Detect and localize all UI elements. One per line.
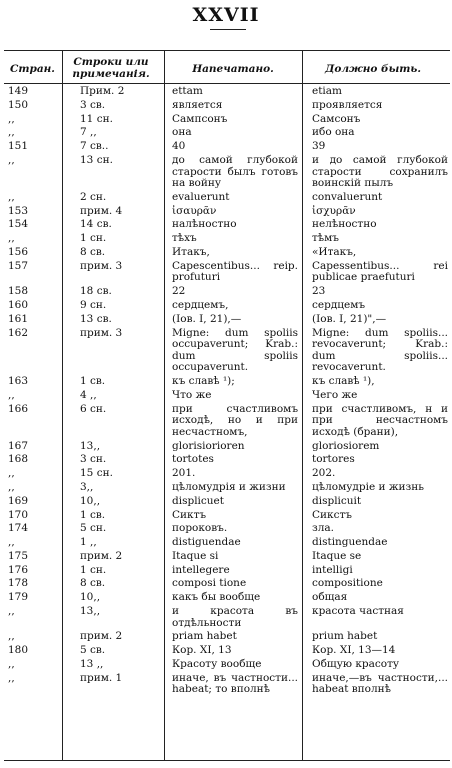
row-printed: distiguendae xyxy=(172,536,241,549)
row-should-be: къ славѣ ¹), xyxy=(312,375,375,388)
table-row xyxy=(0,141,452,155)
table-row xyxy=(0,206,452,220)
row-page: 154 xyxy=(8,218,29,231)
row-line: 5 св. xyxy=(80,644,106,657)
row-line: 13 сн. xyxy=(80,153,113,166)
row-page: 180 xyxy=(8,644,29,657)
table-row xyxy=(0,100,452,114)
row-should-be: 202. xyxy=(312,467,336,480)
row-printed: evaluerunt xyxy=(172,190,230,203)
table-row xyxy=(0,659,452,673)
row-should-be: Чего же xyxy=(312,388,358,401)
row-printed: пороковъ. xyxy=(172,522,228,535)
table-row xyxy=(0,482,452,496)
row-line: 13 св. xyxy=(80,312,112,325)
row-should-be: etiam xyxy=(312,85,343,97)
table-row xyxy=(0,192,452,206)
row-page: 162 xyxy=(8,326,29,339)
row-line: 14 св. xyxy=(80,218,112,231)
row-page: 174 xyxy=(8,522,29,535)
row-page: 161 xyxy=(8,312,29,325)
row-line: 15 сн. xyxy=(80,467,113,480)
row-printed: tortotes xyxy=(172,453,214,466)
row-line: 4 ,, xyxy=(80,388,97,401)
row-should-be: gloriosiorem xyxy=(312,439,380,452)
row-should-be: intelligi xyxy=(312,563,353,576)
row-line: 7 св.. xyxy=(80,140,109,153)
row-page: 166 xyxy=(8,402,29,415)
table-row xyxy=(0,376,452,390)
row-line: 6 сн. xyxy=(80,402,107,415)
row-line: прим. 2 xyxy=(80,630,123,643)
row-should-be: цѣломудріе и жизнь xyxy=(312,480,424,493)
row-printed: Migne: dum spoliis occupaverunt; Krab.: dum spoliis occupaverunt. xyxy=(172,326,298,374)
row-should-be: Сикстъ xyxy=(312,508,352,521)
row-page: 169 xyxy=(8,494,29,507)
row-line: 9 сн. xyxy=(80,298,107,311)
row-printed: ettam xyxy=(172,85,203,97)
title-rule xyxy=(210,29,246,30)
row-line: 3 сн. xyxy=(80,453,107,466)
table-row xyxy=(0,592,452,606)
header-should-be: Должно быть. xyxy=(324,63,421,75)
row-page: 167 xyxy=(8,439,29,452)
row-printed: Красоту вообще xyxy=(172,657,262,670)
row-page: ,, xyxy=(8,630,15,643)
table-row xyxy=(0,328,452,377)
table-row xyxy=(0,404,452,441)
row-line: прим. 2 xyxy=(80,549,123,562)
row-line: 1 св. xyxy=(80,375,106,388)
row-page: 178 xyxy=(8,577,29,590)
header-printed: Напечатано. xyxy=(192,63,274,75)
row-page: 158 xyxy=(8,285,29,298)
row-printed: налѣностно xyxy=(172,218,237,231)
table-row xyxy=(0,454,452,468)
row-page: ,, xyxy=(8,604,15,617)
row-page: 150 xyxy=(8,98,29,111)
row-page: ,, xyxy=(8,671,15,684)
row-should-be: ἰσχυρᾶν xyxy=(312,204,356,217)
table-row xyxy=(0,247,452,261)
row-printed: къ славѣ ¹); xyxy=(172,375,235,388)
table-row xyxy=(0,114,452,128)
row-line: Прим. 2 xyxy=(80,85,125,97)
header-page: Стран. xyxy=(10,63,55,75)
row-printed: сердцемъ, xyxy=(172,298,229,311)
table-row xyxy=(0,233,452,247)
table-row xyxy=(0,673,452,698)
row-should-be: «Итакъ, xyxy=(312,246,357,258)
row-line: прим. 4 xyxy=(80,204,123,217)
row-should-be: displicuit xyxy=(312,494,362,507)
row-should-be: 23 xyxy=(312,285,326,298)
table-row xyxy=(0,551,452,565)
row-page: ,, xyxy=(8,190,15,203)
table-row xyxy=(0,127,452,141)
row-should-be: compositione xyxy=(312,577,383,590)
errata-table xyxy=(0,86,452,698)
row-should-be: (Іов. I, 21)",— xyxy=(312,312,387,325)
table-row xyxy=(0,86,452,100)
row-should-be: tortores xyxy=(312,453,355,466)
row-should-be: distinguendae xyxy=(312,536,388,549)
row-page: ,, xyxy=(8,388,15,401)
table-row xyxy=(0,565,452,579)
table-row xyxy=(0,390,452,404)
row-line: 13,, xyxy=(80,439,101,452)
row-page: 153 xyxy=(8,204,29,217)
page-number: XXVII xyxy=(192,4,260,26)
row-page: 175 xyxy=(8,549,29,562)
table-row xyxy=(0,537,452,551)
row-line: прим. 3 xyxy=(80,259,123,272)
table-row xyxy=(0,631,452,645)
table-row xyxy=(0,496,452,510)
table-row xyxy=(0,606,452,631)
row-should-be: сердцемъ xyxy=(312,298,366,311)
row-line: 13,, xyxy=(80,604,101,617)
row-should-be: красота частная xyxy=(312,604,404,617)
row-should-be: Migne: dum spoliis... revocaverunt; Krab.: dum spoliis... revocaverunt. xyxy=(312,326,448,374)
row-printed: 40 xyxy=(172,140,186,153)
row-printed: 201. xyxy=(172,467,196,480)
row-line: 18 св. xyxy=(80,285,112,298)
header-line: Строки или примечанія. xyxy=(72,56,150,80)
row-page: 156 xyxy=(8,246,29,258)
row-line: 10,, xyxy=(80,494,101,507)
table-bottom-rule xyxy=(4,760,450,761)
row-line: 10,, xyxy=(80,591,101,604)
row-should-be: prium habet xyxy=(312,630,378,643)
row-line: 5 сн. xyxy=(80,522,107,535)
row-should-be: Самсонъ xyxy=(312,112,361,125)
row-page: ,, xyxy=(8,153,15,166)
row-line: 13 ,, xyxy=(80,657,104,670)
table-row xyxy=(0,261,452,286)
row-page: ,, xyxy=(8,480,15,493)
row-should-be: Общую красоту xyxy=(312,657,400,670)
row-should-be: общая xyxy=(312,591,348,604)
row-line: 3 св. xyxy=(80,98,106,111)
row-printed: какъ бы вообще xyxy=(172,591,261,604)
row-page: ,, xyxy=(8,112,15,125)
row-printed: является xyxy=(172,98,223,111)
row-page: ,, xyxy=(8,467,15,480)
table-top-rule xyxy=(4,50,450,51)
row-should-be: convaluerunt xyxy=(312,190,383,203)
header-rule xyxy=(4,83,450,84)
row-line: 1 ,, xyxy=(80,536,97,549)
table-row xyxy=(0,441,452,455)
row-printed: composi tione xyxy=(172,577,247,590)
row-page: 157 xyxy=(8,259,29,272)
row-printed: при счастливомъ исходѣ, но и при несчастномъ, xyxy=(172,402,298,438)
row-should-be: нелѣностно xyxy=(312,218,377,231)
row-printed: Итакъ, xyxy=(172,246,210,258)
row-should-be: зла. xyxy=(312,522,334,535)
row-should-be: при счастливомъ, н и при несчастномъ исходѣ (брани), xyxy=(312,402,448,438)
row-printed: цѣломудрія и жизни xyxy=(172,480,286,493)
row-printed: Itaque si xyxy=(172,549,219,562)
row-printed: 22 xyxy=(172,285,186,298)
row-page: 176 xyxy=(8,563,29,576)
row-line: прим. 3 xyxy=(80,326,123,339)
row-should-be: и до самой глубокой старости сохранилъ воинскій пылъ xyxy=(312,153,448,190)
row-printed: (Іов. I, 21),— xyxy=(172,312,242,325)
row-printed: тѣхъ xyxy=(172,232,197,245)
row-page: 163 xyxy=(8,375,29,388)
row-line: 1 сн. xyxy=(80,563,107,576)
row-line: 1 сн. xyxy=(80,232,107,245)
row-should-be: проявляется xyxy=(312,98,383,111)
row-should-be: тѣмъ xyxy=(312,232,339,245)
row-printed: иначе, въ частности... habeat; то вполнѣ xyxy=(172,671,298,696)
row-printed: intellegere xyxy=(172,563,230,576)
row-page: 168 xyxy=(8,453,29,466)
row-line: 1 св. xyxy=(80,508,106,521)
table-row xyxy=(0,578,452,592)
table-row xyxy=(0,155,452,192)
table-row xyxy=(0,523,452,537)
row-printed: priam habet xyxy=(172,630,237,643)
table-row xyxy=(0,510,452,524)
row-page: 149 xyxy=(8,85,29,97)
row-printed: и красота въ отдѣльности xyxy=(172,604,298,629)
row-printed: Сампсонъ xyxy=(172,112,228,125)
row-page: ,, xyxy=(8,126,15,139)
table-row xyxy=(0,314,452,328)
row-printed: Сиктъ xyxy=(172,508,207,521)
row-printed: displicuet xyxy=(172,494,224,507)
row-page: ,, xyxy=(8,536,15,549)
row-page: ,, xyxy=(8,232,15,245)
row-should-be: Кор. XI, 13—14 xyxy=(312,644,396,657)
row-should-be: Itaque se xyxy=(312,549,362,562)
row-printed: ἰσαυρᾶν xyxy=(172,204,217,217)
row-printed: glorisiorioren xyxy=(172,439,245,452)
table-row xyxy=(0,645,452,659)
row-line: 7 ,, xyxy=(80,126,97,139)
row-should-be: ибо она xyxy=(312,126,355,139)
row-line: 3,, xyxy=(80,480,94,493)
row-page: 179 xyxy=(8,591,29,604)
row-printed: она xyxy=(172,126,192,139)
row-should-be: Capessentibus... rei publicae praefuturi xyxy=(312,259,448,284)
row-line: 11 сн. xyxy=(80,112,113,125)
row-printed: Capescentibus... reip. profuturi xyxy=(172,259,298,284)
table-row xyxy=(0,219,452,233)
row-page: 151 xyxy=(8,140,29,153)
row-page: 160 xyxy=(8,298,29,311)
row-page: ,, xyxy=(8,657,15,670)
table-row xyxy=(0,300,452,314)
row-page: 170 xyxy=(8,508,29,521)
row-line: 8 св. xyxy=(80,246,106,258)
row-printed: до самой глубокой старости былъ готовъ на войну xyxy=(172,153,298,190)
row-should-be: 39 xyxy=(312,140,326,153)
row-line: прим. 1 xyxy=(80,671,123,684)
row-should-be: иначе,—въ частности,... habeat вполнѣ xyxy=(312,671,448,696)
row-line: 8 св. xyxy=(80,577,106,590)
table-row xyxy=(0,286,452,300)
row-line: 2 сн. xyxy=(80,190,107,203)
table-row xyxy=(0,468,452,482)
row-printed: Что же xyxy=(172,388,212,401)
row-printed: Кор. XI, 13 xyxy=(172,644,232,657)
